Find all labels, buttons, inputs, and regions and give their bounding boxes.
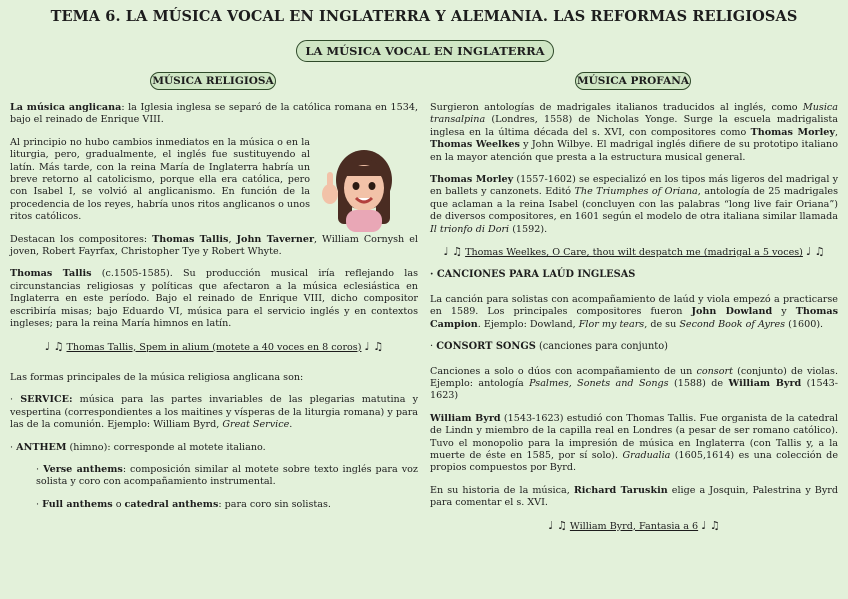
audio-link-line xyxy=(430,520,838,533)
bullet-icon: · xyxy=(430,269,434,281)
right-column xyxy=(430,102,838,543)
text: , de su xyxy=(644,318,680,330)
composer-name: Thomas Campion xyxy=(430,306,838,330)
heading-text: CANCIONES PARA LAÚD INGLESAS xyxy=(436,269,636,281)
heading-secular-music: MÚSICA PROFANA xyxy=(575,72,691,90)
text: , xyxy=(228,233,237,245)
work-title: Great Service xyxy=(222,419,290,431)
audio-link-line xyxy=(10,341,418,354)
heading-text: CONSORT SONGS xyxy=(436,341,536,353)
paragraph-composers xyxy=(10,234,418,259)
bullet-icon: · xyxy=(430,341,434,353)
term-anglican-music: La música anglicana xyxy=(10,102,122,113)
paragraph-byrd xyxy=(430,413,838,475)
paragraph-taruskin xyxy=(430,485,838,510)
text: o xyxy=(112,498,125,510)
text: Destacan los compositores: xyxy=(10,233,153,245)
text: (c.1505-1585). Su producción musical iría reflejando las circunstancias religiosas y políticas que afectaron a la música eclesiástica en Inglaterra en este período. Bajo el reinado de Enrique VIII, dicho compositor escribiría misas; bajo Eduardo VI, música para el servicio inglés y en contextos ingleses; para la reina María himnos en latín. xyxy=(10,268,418,330)
section-banner: LA MÚSICA VOCAL EN INGLATERRA xyxy=(296,40,554,62)
heading-religious-music: MÚSICA RELIGIOSA xyxy=(150,72,276,90)
audio-link-line xyxy=(430,246,838,259)
work-title: Musica transalpina xyxy=(430,102,838,126)
bullet-icon: · xyxy=(36,498,40,510)
text: En su historia de la música, xyxy=(430,484,574,496)
music-note-icon: ♩ ♫ xyxy=(701,518,720,532)
text: (1592). xyxy=(509,223,548,235)
work-title: Second Book of Ayres xyxy=(679,318,786,330)
bullet-icon: · xyxy=(36,463,40,475)
text: (Londres, 1558) de Nicholas Yonge. Surge la escuela madrigalista inglesa en la última década del s. XVI, con compositores como xyxy=(430,114,838,138)
term-anthem: ANTHEM xyxy=(16,441,67,453)
composer-name: William Byrd xyxy=(430,412,501,424)
term-full-anthems: Full anthems xyxy=(42,498,113,510)
text: (himno): corresponde al motete italiano. xyxy=(66,441,266,453)
paragraph-forms: Las formas principales de la música religiosa anglicana son: xyxy=(10,371,304,383)
text: música para las partes invariables de las plegarias matutina y vespertina (correspondientes a los maitines y vísperas de la liturgia romana) y para las de la comunión. Ejemplo: William Byrd, xyxy=(10,394,418,431)
text: y John Wilbye. El madrigal inglés difiere de su prototipo italiano en la mayor atención que presta a la estructura musical general. xyxy=(430,139,838,163)
composer-name: John Taverner xyxy=(236,233,314,245)
composer-name: Thomas Tallis xyxy=(10,268,92,280)
list-item-service xyxy=(10,394,418,431)
paragraph-consort-songs xyxy=(430,366,838,403)
page-title: TEMA 6. LA MÚSICA VOCAL EN INGLATERRA Y ALEMANIA. LAS REFORMAS RELIGIOSAS xyxy=(50,8,798,25)
text: (1543-1623) xyxy=(430,377,839,402)
work-title: Il trionfo di Dori xyxy=(430,223,510,235)
music-note-icon: ♩ ♫ xyxy=(443,245,463,259)
text: (conjunto) de violas. Ejemplo: antología xyxy=(430,365,838,389)
music-note-icon: ♩ ♫ xyxy=(364,339,384,353)
term-catedral-anthems: catedral anthems xyxy=(124,498,219,510)
text: La canción para solistas con acompañamiento de laúd y viola empezó a practicarse en 1589. Los principales compositores fueron xyxy=(430,293,838,318)
music-note-icon: ♩ ♫ xyxy=(805,245,825,259)
paragraph-madrigal-anthologies xyxy=(430,102,838,164)
list-item-anthem xyxy=(10,442,418,454)
text: , xyxy=(834,126,838,138)
term-service: SERVICE: xyxy=(20,394,73,406)
text: , antología de 25 madrigales que aclaman a la reina Isabel (concluyen con las palabras “long live fair Oriana”) de diversos compositores, en 1601 según el modelo de otra italiana similar llamada xyxy=(430,186,838,223)
text: : composición similar al motete sobre texto inglés para voz solista y coro con acompañamiento instrumental. xyxy=(36,463,418,488)
text: : la Iglesia inglesa se separó de la católica romana en 1534, bajo el reinado de Enrique VIII. xyxy=(10,102,418,126)
text: (1600). xyxy=(785,318,824,330)
text: y xyxy=(772,306,796,318)
work-title: Flor my tears xyxy=(578,318,645,330)
work-title: The Triumphes of Oriana xyxy=(574,186,698,198)
work-title: Psalmes, Sonets and Songs xyxy=(529,377,669,389)
bullet-icon: · xyxy=(10,394,14,406)
text: : para coro sin solistas. xyxy=(218,498,331,510)
author-name: Richard Taruskin xyxy=(573,484,668,496)
text: Surgieron antologías de madrigales italianos traducidos al inglés, como xyxy=(430,102,803,113)
heading-lute-songs xyxy=(430,269,838,281)
paragraph-morley xyxy=(430,174,838,236)
text: Canciones a solo o dúos con acompañamiento de un xyxy=(430,365,697,377)
list-item-verse-anthems xyxy=(10,464,418,489)
paragraph-lute-songs xyxy=(430,294,838,331)
left-column xyxy=(10,102,418,521)
composer-name: Thomas Morley xyxy=(750,126,835,138)
composer-name: Thomas Morley xyxy=(430,174,514,186)
music-note-icon: ♩ ♫ xyxy=(548,518,567,532)
work-title: Gradualia xyxy=(622,449,671,461)
link-byrd-fantasia[interactable]: William Byrd, Fantasia a 6 xyxy=(569,520,699,532)
composer-name: Thomas Tallis xyxy=(152,233,229,245)
paragraph-liturgy: Al principio no hubo cambios inmediatos en la música o en la liturgia, pero, gradualmente, el inglés fue sustituyendo al latín. Más tarde, con la reina María de Inglaterra habría un breve retorno al catolicismo, porque ella era católica, pero con Isabel I, se volvió al anglicanismo. En función de la procedencia de los reyes, habría unos ritos anglicanos o unos ritos católicos. xyxy=(10,136,310,223)
paragraph-tallis xyxy=(10,268,418,330)
link-tallis-spem[interactable]: Thomas Tallis, Spem in alium (motete a 40 voces en 8 coros) xyxy=(66,341,362,353)
paragraph-anglican-music xyxy=(10,102,418,127)
text: elige a Josquin, Palestrina y Byrd para comentar el s. XVI. xyxy=(430,484,838,509)
link-weelkes-o-care[interactable]: Thomas Weelkes, O Care, thou wilt despatch me (madrigal a 5 voces) xyxy=(465,247,803,259)
composer-name: William Byrd xyxy=(728,377,802,389)
text: (1557-1602) se especializó en los tipos más ligeros del madrigal y en ballets y canzonets. Editó xyxy=(430,174,838,198)
composer-name: Thomas Weelkes xyxy=(430,139,520,151)
term-verse-anthems: Verse anthems xyxy=(43,463,123,475)
composer-name: John Dowland xyxy=(691,306,773,318)
text: (1605,1614) es una colección de propios compuestos por Byrd. xyxy=(430,449,838,474)
text: . Ejemplo: Dowland, xyxy=(477,318,579,330)
text: , William Cornysh el joven, Robert Fayrfax, Christopher Tye y Robert Whyte. xyxy=(10,233,418,258)
term-consort: consort xyxy=(696,365,733,377)
text: (1588) de xyxy=(668,377,729,389)
text: (canciones para conjunto) xyxy=(535,341,668,353)
text: (1543-1623) estudió con Thomas Tallis. Fue organista de la catedral de Lindn y miembro de la capilla real en Londres (a pesar de ser romano católico). Tuvo el monopolio para la impresión de música en Inglaterra (con Tallis y, a la muerte de éste en 1585, por sí solo). xyxy=(430,412,838,461)
heading-consort-songs xyxy=(430,341,838,353)
music-note-icon: ♩ ♫ xyxy=(44,339,64,353)
bullet-icon: · xyxy=(10,441,14,453)
list-item-full-anthems xyxy=(10,499,418,511)
text: . xyxy=(289,419,293,431)
